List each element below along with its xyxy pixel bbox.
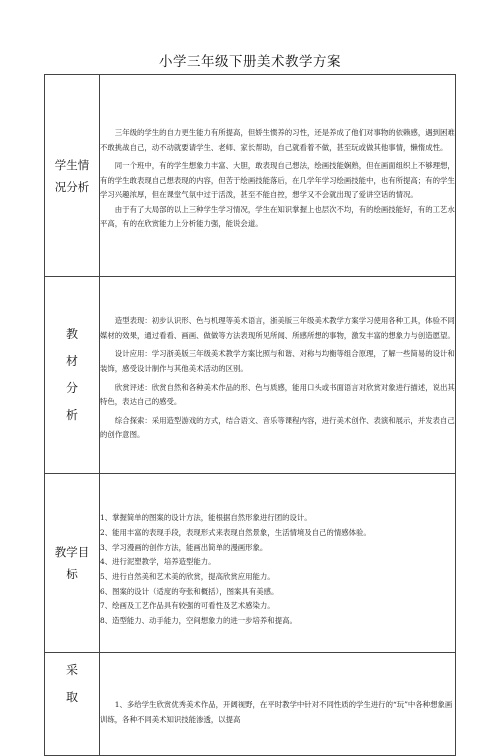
objective-item: 8、造型能力、动手能力，空间想象力的进一步培养和提高。 [100, 616, 297, 626]
analysis-paragraph: 三年级的学生的自力更生能力有所提高，但娇生惯养的习性，还是养成了他们对事物的依赖感，遇到困难不敢挑战自己，动不动就要请学生、老师、家长帮助，自己就看着不做，甚至玩或做其他事情，懒惰成性。 [100, 127, 455, 152]
material-paragraph: 造型表现：初步认识形、色与机理等美术语言，浙美版三年级美术教学方案学习使用各种工具，体验不同媒材的效果，通过看看、画画、做做等方法表现所见所闻、所感所想的事物，激发丰富的想象力与创造愿望。 [100, 316, 455, 340]
label-material-analysis: 教 材 分 析 [45, 277, 100, 474]
row-material-analysis [45, 277, 456, 474]
material-paragraph: 设计应用：学习浙美版三年级美术教学方案比照与和谐、对称与均衡等组合原理，了解一些简易的设计和装饰，感受设计制作与其他美术活动的区别。 [100, 349, 455, 373]
label-teaching-objectives: 教学目 标 [45, 474, 100, 653]
row-methods [45, 653, 456, 756]
teaching-plan-table [44, 74, 456, 756]
material-paragraph: 综合探索：采用造型游戏的方式，结合语文、音乐等课程内容，进行美术创作、表演和展示，并发表自己的创作意图。 [100, 415, 455, 440]
objective-item: 5、进行自然美和艺术美的欣赏，提高欣赏应用能力。 [100, 572, 275, 581]
row-student-analysis [45, 75, 456, 277]
content-material-analysis [100, 277, 456, 474]
objective-item: 2、能用丰富的表现手段，表现形式来表现自然景象，生活情境及自己的情感体验。 [100, 527, 371, 537]
objective-item: 4、进行泥塑教学，培养造型能力。 [100, 557, 216, 567]
objective-item: 6、图案的设计（适度的夸张和概括），图案具有美感。 [100, 586, 279, 596]
analysis-paragraph: 由于有了大局部的以上三种学生学习情况，学生在知识掌握上也层次不均，有的绘画技能好，有的工艺水平高，有的在欣赏能力上分析能力强，能说会道。 [100, 204, 455, 229]
label-student-analysis: 学生情 况分析 [45, 75, 100, 277]
content-methods [100, 653, 456, 756]
analysis-paragraph: 同一个班中，有的学生想象力丰富、大胆，敢表现自己想法，绘画技能娴熟，但在画面组织上不够理想，有的学生敢表现自己想表现的内容，但苦于绘画技能落后，在几学年学习绘画技能中，也有所提高；有的学生学习兴趣浓厚，但在课堂气氛中过于活泼，甚至不能自控，想学又不会就出现了爱讲空话的情况。 [100, 161, 455, 200]
row-teaching-objectives [45, 474, 456, 653]
content-teaching-objectives [100, 474, 456, 653]
page-title: 小学三年级下册美术教学方案 [159, 54, 341, 70]
label-methods: 采 取 [45, 653, 100, 756]
methods-paragraph: 1、多给学生欣赏优秀美术作品，开阔视野，在平时教学中针对不同性质的学生进行的“玩”中各种想象画训练，各种不同美术知识技能渗透，以提高 [100, 700, 453, 724]
material-paragraph: 欣赏评述：欣赏自然和各种美术作品的形、色与质感，能用口头或书面语言对欣赏对象进行描述，说出其特色，表达自己的感受。 [100, 382, 455, 407]
content-student-analysis [100, 75, 456, 277]
objective-item: 1、掌握简单的图案的设计方法，能根据自然形象进行团的设计。 [100, 513, 312, 523]
objective-item: 7、绘画及工艺作品具有较强的可看性及艺术感染力。 [100, 601, 275, 611]
objective-item: 3、学习漫画的创作方法，能画出简单的漫画形象。 [100, 542, 268, 552]
